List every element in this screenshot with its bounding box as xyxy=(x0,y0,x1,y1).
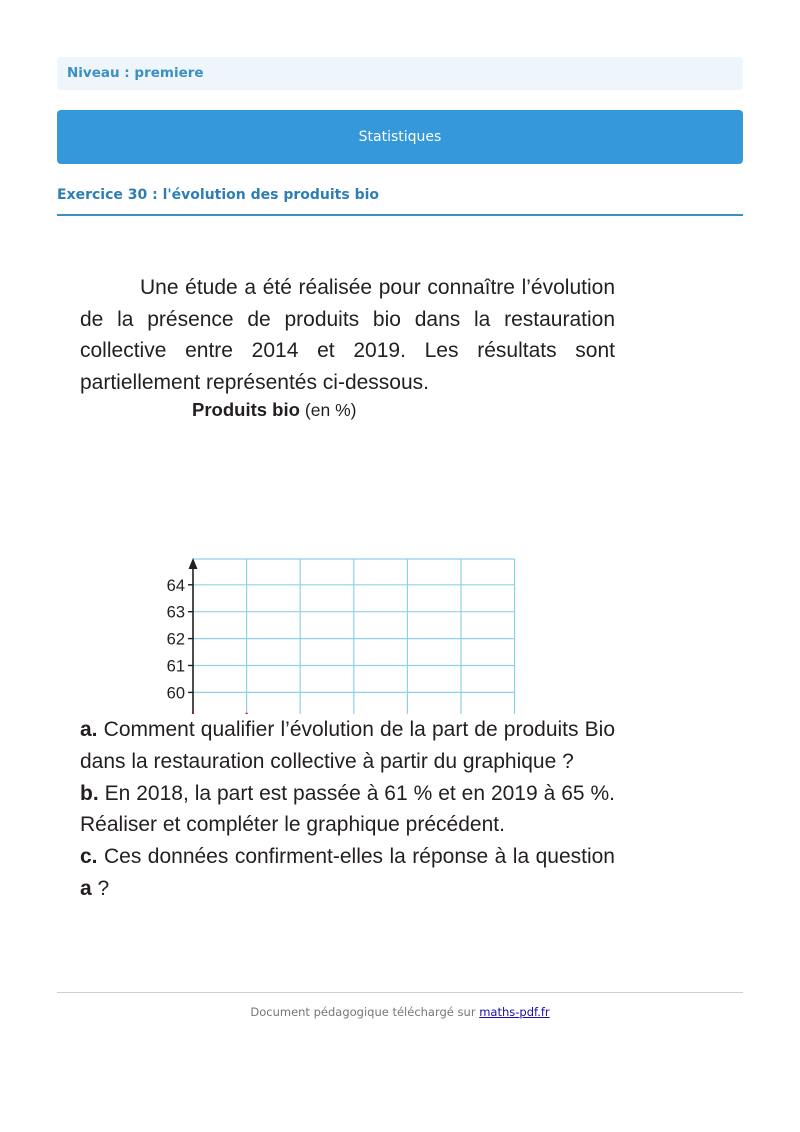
chapter-banner: Statistiques xyxy=(57,110,743,164)
question-a xyxy=(80,714,615,778)
chart xyxy=(80,398,615,714)
question-c-letter: c. xyxy=(80,845,98,869)
chart-svg xyxy=(80,398,615,714)
exercise-intro: Une étude a été réalisée pour connaître l’évolution de la présence de produits bio dans la restauration collective entre 2014 et 2019. Les résultats sont partiellement représentés ci-dessous. xyxy=(80,276,615,394)
question-c-text: Ces données confirment-elles la réponse à la question xyxy=(97,845,615,869)
y-tick-label: 63 xyxy=(166,603,185,622)
footer xyxy=(57,1005,743,1019)
question-b-letter: b. xyxy=(80,781,99,805)
question-b-text: En 2018, la part est passée à 61 % et en 2019 à 65 %. Réaliser et compléter le graphique précédent. xyxy=(80,781,615,837)
question-c-end: ? xyxy=(91,876,110,900)
footer-text: Document pédagogique téléchargé sur xyxy=(250,1005,480,1019)
question-a-letter: a. xyxy=(80,718,98,741)
exercise-content xyxy=(80,272,615,952)
y-tick-label xyxy=(167,711,185,714)
question-b xyxy=(80,778,615,842)
footer-divider xyxy=(57,992,743,993)
y-tick-label: 60 xyxy=(166,684,185,703)
y-axis-arrow xyxy=(189,558,198,569)
question-c xyxy=(80,841,615,905)
question-a-text: Comment qualifier l’évolution de la part de produits Bio dans la restauration collective à partir du graphique ? xyxy=(80,718,615,773)
chart-grid xyxy=(193,559,515,714)
data-point xyxy=(187,713,200,714)
y-tick-label: 61 xyxy=(166,657,185,676)
chart-title: Produits bio (en %) xyxy=(192,399,357,420)
question-c-ref: a xyxy=(80,876,92,900)
chart-axes xyxy=(188,558,515,714)
y-tick-labels xyxy=(167,577,185,714)
y-tick-label: 64 xyxy=(166,576,185,595)
exercise-title: Exercice 30 : l'évolution des produits bio xyxy=(57,186,743,216)
footer-link[interactable]: maths-pdf.fr xyxy=(479,1005,550,1019)
y-tick-label: 62 xyxy=(166,630,185,649)
data-point xyxy=(240,713,253,714)
level-label: Niveau : premiere xyxy=(57,57,743,90)
data-points xyxy=(187,713,361,714)
